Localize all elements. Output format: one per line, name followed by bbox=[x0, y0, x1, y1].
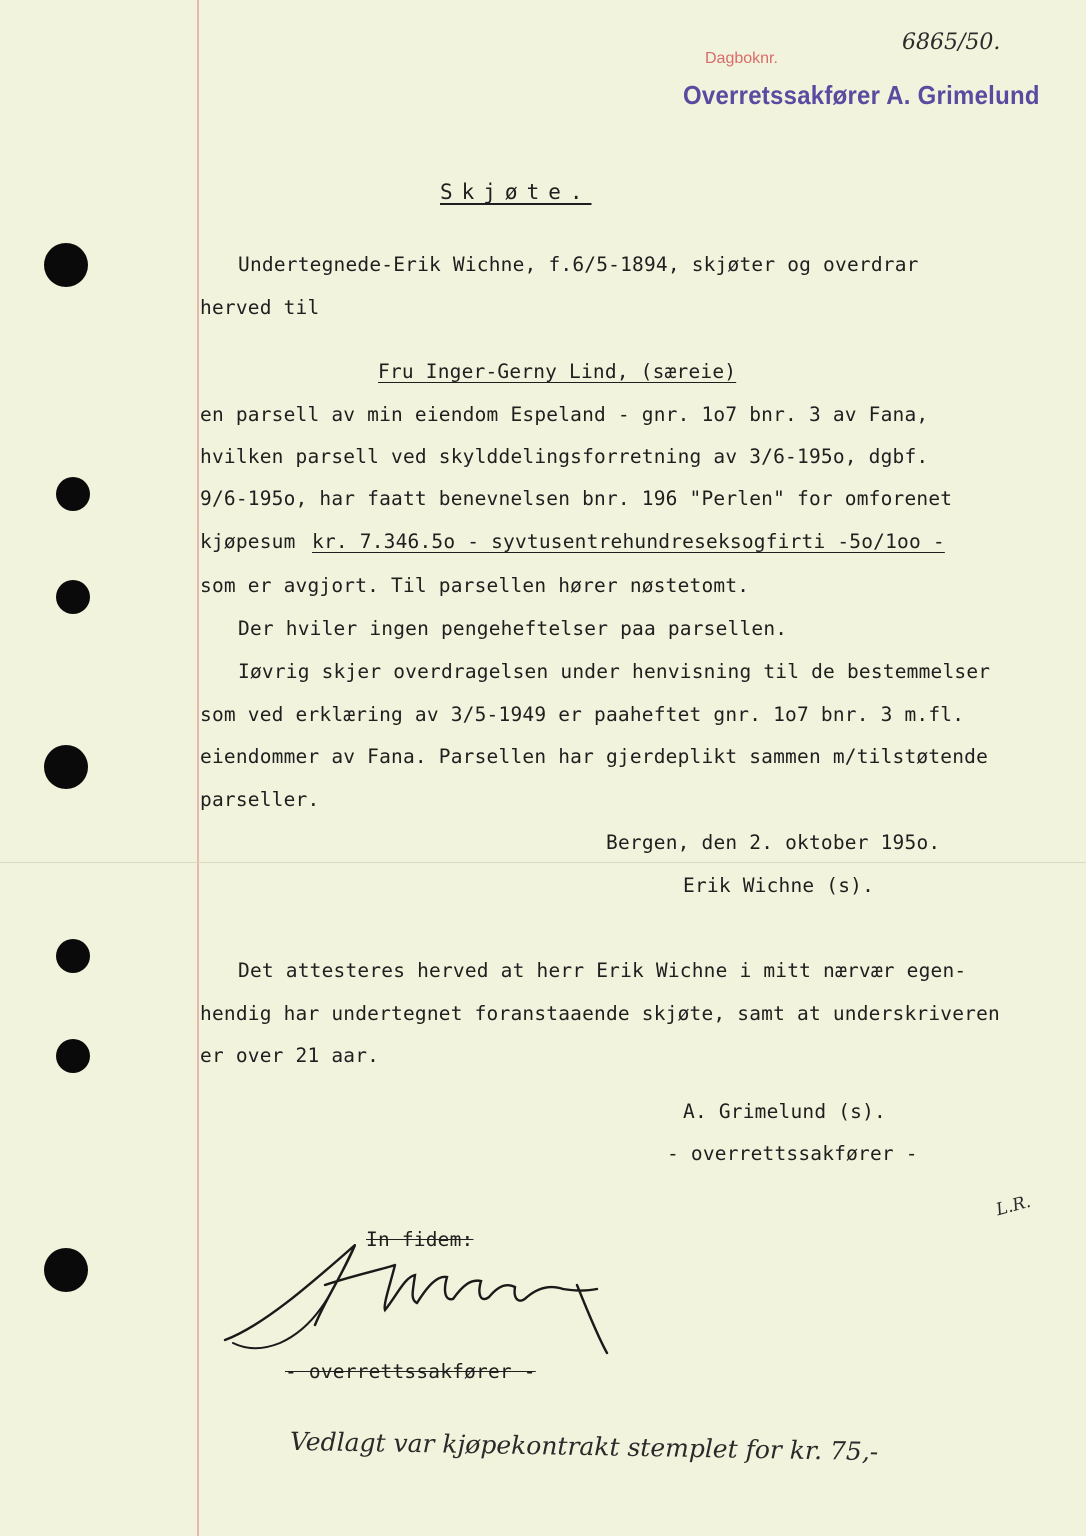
body-line: hvilken parsell ved skylddelingsforretning av 3/6-195o, dgbf. bbox=[200, 445, 929, 468]
binder-hole bbox=[44, 1248, 88, 1292]
binder-hole bbox=[44, 243, 88, 287]
body-line: herved til bbox=[200, 296, 320, 319]
binder-hole bbox=[56, 477, 90, 511]
fidem-title-text: - overrettssakfører - bbox=[285, 1360, 536, 1383]
body-line: Iøvrig skjer overdragelsen under henvisning til de bestemmelser bbox=[238, 660, 991, 683]
seller-signature-line: Erik Wichne (s). bbox=[683, 874, 875, 897]
purchase-price: kr. 7.346.5o - syvtusentrehundreseksogfirti -5o/1oo - bbox=[312, 530, 945, 553]
binder-hole bbox=[56, 580, 90, 614]
fidem-title bbox=[285, 1360, 536, 1383]
fold-line bbox=[0, 862, 1086, 863]
body-line: Der hviler ingen pengeheftelser paa parsellen. bbox=[238, 617, 788, 640]
stamp-label: Dagboknr. bbox=[705, 50, 778, 67]
signature-image bbox=[205, 1225, 625, 1365]
binder-hole bbox=[44, 745, 88, 789]
document-title: Skjøte. bbox=[440, 180, 592, 204]
attest-line: Det attesteres herved at herr Erik Wichne i mitt nærvær egen- bbox=[238, 959, 967, 982]
body-line: en parsell av min eiendom Espeland - gnr. 1o7 bnr. 3 av Fana, bbox=[200, 403, 929, 426]
handwritten-note: Vedlagt var kjøpekontrakt stemplet for kr. 75,- bbox=[289, 1426, 879, 1467]
binder-hole bbox=[56, 939, 90, 973]
attest-line: hendig har undertegnet foranstaaende skjøte, samt at underskriveren bbox=[200, 1002, 1000, 1025]
body-line: parseller. bbox=[200, 788, 320, 811]
in-fidem-label: In fidem: bbox=[366, 1228, 474, 1251]
attest-title: - overrettssakfører - bbox=[667, 1142, 918, 1165]
stamp-firm-name: Overretssakfører A. Grimelund bbox=[683, 80, 1040, 110]
body-line: kjøpesum bbox=[200, 530, 296, 553]
binder-hole bbox=[56, 1039, 90, 1073]
body-line: som ved erklæring av 3/5-1949 er paaheftet gnr. 1o7 bnr. 3 m.fl. bbox=[200, 703, 965, 726]
journal-number: 6865/50. bbox=[902, 30, 1001, 55]
body-line: Undertegnede-Erik Wichne, f.6/5-1894, skjøter og overdrar bbox=[238, 253, 919, 276]
initials: L.R. bbox=[994, 1191, 1033, 1221]
body-line: 9/6-195o, har faatt benevnelsen bnr. 196 "Perlen" for omforenet bbox=[200, 487, 953, 510]
attest-line: er over 21 aar. bbox=[200, 1044, 380, 1067]
margin-line bbox=[197, 0, 199, 1536]
place-date: Bergen, den 2. oktober 195o. bbox=[606, 831, 941, 854]
body-line: eiendommer av Fana. Parsellen har gjerdeplikt sammen m/tilstøtende bbox=[200, 745, 989, 768]
body-line: som er avgjort. Til parsellen hører nøstetomt. bbox=[200, 574, 750, 597]
grantee-name: Fru Inger-Gerny Lind, (særeie) bbox=[378, 360, 737, 383]
attest-signer: A. Grimelund (s). bbox=[683, 1100, 886, 1123]
